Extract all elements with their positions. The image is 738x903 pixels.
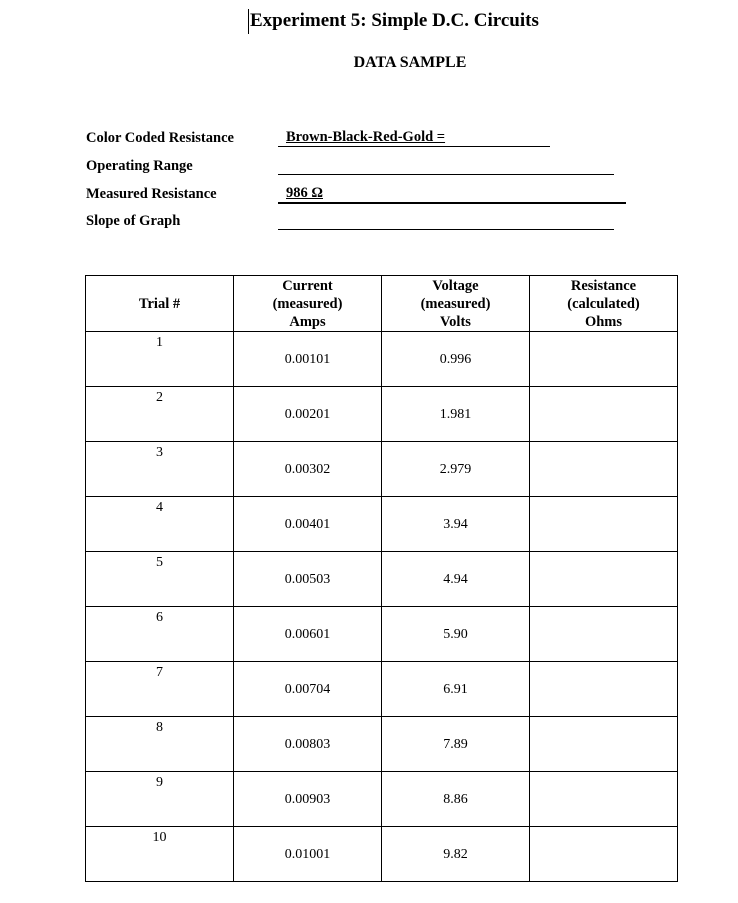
table-row [86, 827, 678, 882]
voltage-cell[interactable] [382, 387, 530, 442]
trial-number: 7 [156, 665, 163, 680]
table-row [86, 442, 678, 497]
voltage-value: 8.86 [443, 792, 468, 807]
table-row [86, 552, 678, 607]
current-cell[interactable] [234, 662, 382, 717]
color-coded-resistance-field[interactable] [278, 128, 550, 147]
trial-number: 6 [156, 610, 163, 625]
current-cell[interactable] [234, 827, 382, 882]
voltage-cell[interactable] [382, 442, 530, 497]
trial-cell[interactable] [86, 607, 234, 662]
measured-resistance-value: 986 Ω [286, 185, 323, 201]
header-resistance-line-3: Ohms [584, 313, 623, 330]
voltage-cell[interactable] [382, 497, 530, 552]
header-trial-line: Trial # [138, 295, 181, 312]
trial-cell[interactable] [86, 497, 234, 552]
current-value: 0.00401 [284, 517, 331, 532]
voltage-cell[interactable] [382, 552, 530, 607]
table-row [86, 717, 678, 772]
voltage-cell[interactable] [382, 717, 530, 772]
current-cell[interactable] [234, 332, 382, 387]
current-value: 0.00201 [284, 407, 331, 422]
voltage-value: 7.89 [443, 737, 468, 752]
table-row [86, 332, 678, 387]
resistance-cell[interactable] [530, 772, 678, 827]
current-value: 0.00101 [284, 352, 331, 367]
trial-number: 9 [156, 775, 163, 790]
voltage-value: 4.94 [443, 572, 468, 587]
text-cursor [248, 9, 249, 34]
trial-cell[interactable] [86, 552, 234, 607]
trial-number: 2 [156, 390, 163, 405]
table-row [86, 662, 678, 717]
trial-cell[interactable] [86, 662, 234, 717]
color-coded-resistance-label: Color Coded Resistance [86, 130, 234, 146]
page-subtitle[interactable]: DATA SAMPLE [353, 54, 467, 71]
current-value: 0.01001 [284, 847, 331, 862]
voltage-cell[interactable] [382, 607, 530, 662]
current-value: 0.00704 [284, 682, 331, 697]
trial-number: 1 [156, 335, 163, 350]
trial-cell[interactable] [86, 332, 234, 387]
resistance-cell[interactable] [530, 607, 678, 662]
resistance-cell[interactable] [530, 662, 678, 717]
current-cell[interactable] [234, 552, 382, 607]
header-resistance-line-1: Resistance [570, 277, 637, 294]
header-trial[interactable] [86, 276, 234, 332]
measured-resistance-label: Measured Resistance [86, 186, 217, 202]
current-value: 0.00503 [284, 572, 331, 587]
resistance-cell[interactable] [530, 387, 678, 442]
trial-cell[interactable] [86, 827, 234, 882]
trial-number: 5 [156, 555, 163, 570]
voltage-cell[interactable] [382, 662, 530, 717]
voltage-value: 5.90 [443, 627, 468, 642]
voltage-value: 9.82 [443, 847, 468, 862]
current-cell[interactable] [234, 387, 382, 442]
resistance-cell[interactable] [530, 497, 678, 552]
data-table [85, 275, 678, 882]
slope-of-graph-label: Slope of Graph [86, 213, 181, 229]
current-value: 0.00601 [284, 627, 331, 642]
voltage-cell[interactable] [382, 332, 530, 387]
trial-number: 3 [156, 445, 163, 460]
trial-cell[interactable] [86, 717, 234, 772]
measured-resistance-field[interactable] [278, 184, 626, 204]
table-row [86, 387, 678, 442]
voltage-cell[interactable] [382, 827, 530, 882]
trial-number: 8 [156, 720, 163, 735]
header-voltage-line-3: Volts [440, 313, 471, 330]
header-voltage-line-2: (measured) [420, 295, 491, 312]
header-current-line-1: Current [282, 277, 333, 294]
page-title[interactable]: Experiment 5: Simple D.C. Circuits [250, 10, 539, 31]
current-cell[interactable] [234, 497, 382, 552]
current-cell[interactable] [234, 717, 382, 772]
resistance-cell[interactable] [530, 552, 678, 607]
header-current-line-3: Amps [289, 313, 326, 330]
voltage-value: 6.91 [443, 682, 468, 697]
header-voltage[interactable] [382, 276, 530, 332]
header-voltage-line-1: Voltage [432, 277, 479, 294]
current-cell[interactable] [234, 772, 382, 827]
table-header-row [86, 276, 678, 332]
current-value: 0.00803 [284, 737, 331, 752]
trial-cell[interactable] [86, 387, 234, 442]
voltage-value: 3.94 [443, 517, 468, 532]
voltage-cell[interactable] [382, 772, 530, 827]
color-coded-resistance-value: Brown-Black-Red-Gold = [286, 129, 446, 145]
slope-of-graph-value [278, 212, 286, 228]
trial-cell[interactable] [86, 772, 234, 827]
table-row [86, 772, 678, 827]
current-value: 0.00302 [284, 462, 331, 477]
voltage-value: 1.981 [439, 407, 472, 422]
header-resistance[interactable] [530, 276, 678, 332]
resistance-cell[interactable] [530, 442, 678, 497]
trial-cell[interactable] [86, 442, 234, 497]
trial-number: 10 [152, 830, 167, 845]
operating-range-value [278, 157, 286, 173]
resistance-cell[interactable] [530, 332, 678, 387]
operating-range-label: Operating Range [86, 158, 193, 174]
operating-range-field[interactable] [278, 156, 614, 175]
resistance-cell[interactable] [530, 827, 678, 882]
slope-of-graph-field[interactable] [278, 211, 614, 230]
header-current-line-2: (measured) [272, 295, 343, 312]
voltage-value: 0.996 [439, 352, 472, 367]
current-cell[interactable] [234, 442, 382, 497]
header-current[interactable] [234, 276, 382, 332]
header-resistance-line-2: (calculated) [567, 295, 640, 312]
current-value: 0.00903 [284, 792, 331, 807]
resistance-cell[interactable] [530, 717, 678, 772]
table-row [86, 497, 678, 552]
trial-number: 4 [156, 500, 163, 515]
voltage-value: 2.979 [439, 462, 472, 477]
table-row [86, 607, 678, 662]
current-cell[interactable] [234, 607, 382, 662]
